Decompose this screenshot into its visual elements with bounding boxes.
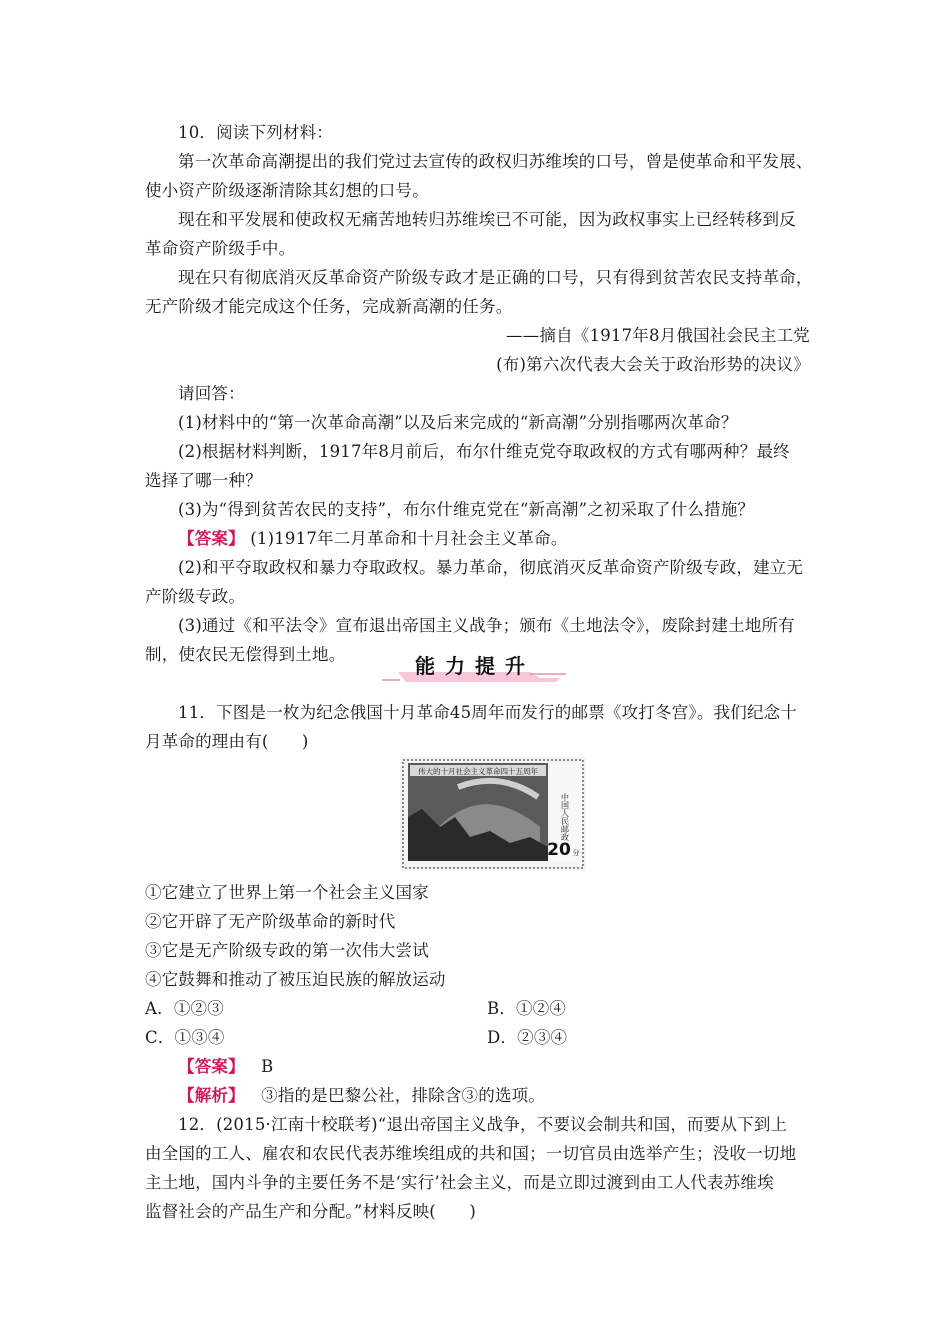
q10-ask: 请回答： bbox=[178, 384, 245, 403]
answer-tag: 【答案】 bbox=[178, 1057, 245, 1076]
q10-material-line: 使小资产阶级逐渐清除其幻想的口号。 bbox=[145, 181, 429, 200]
q10-source-line: ——摘自《1917年8月俄国社会民主工党 bbox=[506, 326, 810, 345]
q10-material-line: 革命资产阶级手中。 bbox=[145, 239, 296, 258]
q10-material-line: 无产阶级才能完成这个任务，完成新高潮的任务。 bbox=[145, 297, 513, 316]
q10-answer-2: (2)和平夺取政权和暴力夺取政权。暴力革命，彻底消灭反革命资产阶级专政，建立无 bbox=[178, 558, 804, 577]
stamp-value: 20 bbox=[547, 840, 571, 860]
q11-stem-cont: 月革命的理由有( ) bbox=[145, 732, 309, 751]
q10-subquestion-2: (2)根据材料判断，1917年8月前后，布尔什维克党夺取政权的方式有哪两种？最终 bbox=[178, 442, 790, 461]
q11-analysis-line bbox=[178, 1084, 545, 1108]
q11-stem: 11．下图是一枚为纪念俄国十月革命45周年而发行的邮票《攻打冬宫》。我们纪念十 bbox=[178, 703, 798, 722]
q11-item: ②它开辟了无产阶级革命的新时代 bbox=[145, 912, 396, 931]
q10-subquestion-3: (3)为“得到贫苦农民的支持”，布尔什维克党在“新高潮”之初采取了什么措施？ bbox=[178, 500, 755, 519]
q10-answer-3-cont: 制，使农民无偿得到土地。 bbox=[145, 645, 346, 664]
q12-stem-cont: 主土地，国内斗争的主要任务不是‘实行’社会主义，而是立即过渡到由工人代表苏维埃 bbox=[145, 1173, 774, 1192]
q12-stem-cont: 监督社会的产品生产和分配。”材料反映( ) bbox=[145, 1202, 476, 1221]
q10-source-line: (布)第六次代表大会关于政治形势的决议》 bbox=[496, 355, 810, 374]
answer-tag: 【答案】 bbox=[178, 529, 245, 548]
q10-subquestion-2-cont: 选择了哪一种？ bbox=[145, 471, 262, 490]
q10-answer-2-cont: 产阶级专政。 bbox=[145, 587, 246, 606]
q12-stem-cont: 由全国的工人、雇农和农民代表苏维埃组成的共和国；一切官员由选举产生；没收一切地 bbox=[145, 1144, 797, 1163]
analysis-tag: 【解析】 bbox=[178, 1086, 245, 1105]
option-a: A．①②③ bbox=[145, 999, 224, 1018]
option-d: D．②③④ bbox=[487, 1028, 568, 1047]
q10-material-line: 现在只有彻底消灭反革命资产阶级专政才是正确的口号，只有得到贫苦农民支持革命， bbox=[178, 268, 813, 287]
stamp-country-text: 中国人民邮政 bbox=[560, 793, 570, 841]
q10-material-line: 第一次革命高潮提出的我们党过去宣传的政权归苏维埃的口号，曾是使革命和平发展、 bbox=[178, 152, 813, 171]
section-title-banner bbox=[380, 648, 570, 686]
q10-subquestion-1: (1)材料中的“第一次革命高潮”以及后来完成的“新高潮”分别指哪两次革命？ bbox=[178, 413, 738, 432]
answer-text: (1)1917年二月革命和十月社会主义革命。 bbox=[244, 529, 568, 548]
answer-text: B bbox=[261, 1057, 274, 1076]
q11-item: ①它建立了世界上第一个社会主义国家 bbox=[145, 883, 429, 902]
q10-heading: 10．阅读下列材料： bbox=[178, 123, 333, 142]
q11-options-row-1 bbox=[145, 997, 645, 1021]
q11-item: ④它鼓舞和推动了被压迫民族的解放运动 bbox=[145, 970, 446, 989]
q12-stem: 12．(2015·江南十校联考)“退出帝国主义战争，不要议会制共和国，而要从下到上 bbox=[178, 1115, 788, 1134]
section-title: 能力提升 bbox=[415, 654, 535, 678]
q10-answer-3: (3)通过《和平法令》宣布退出帝国主义战争；颁布《土地法令》，废除封建土地所有 bbox=[178, 616, 795, 635]
q11-answer-line bbox=[178, 1055, 273, 1079]
q10-answer-line bbox=[178, 527, 568, 551]
stamp-unit: 分 bbox=[572, 849, 580, 857]
stamp-banner-text: 伟大的十月社会主义革命四十五周年 bbox=[418, 767, 538, 776]
analysis-text: ③指的是巴黎公社，排除含③的选项。 bbox=[261, 1086, 546, 1105]
option-b: B．①②④ bbox=[487, 999, 567, 1018]
option-c: C．①③④ bbox=[145, 1028, 225, 1047]
stamp-image bbox=[400, 757, 586, 871]
q11-options-row-2 bbox=[145, 1026, 645, 1050]
q11-item: ③它是无产阶级专政的第一次伟大尝试 bbox=[145, 941, 429, 960]
q10-material-line: 现在和平发展和使政权无痛苦地转归苏维埃已不可能，因为政权事实上已经转移到反 bbox=[178, 210, 796, 229]
